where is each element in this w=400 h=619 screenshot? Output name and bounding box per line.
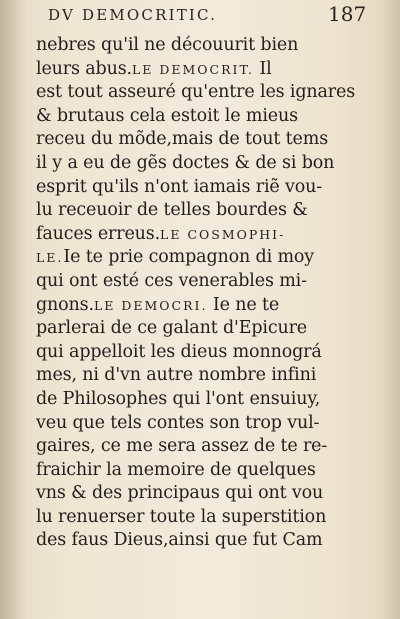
line-text: veu que tels contes son trop vul- — [36, 412, 320, 433]
line-text: leurs abus. — [36, 58, 132, 79]
line-text: lu renuerser toute la superstition — [36, 506, 327, 527]
line-text: Ie te prie compagnon di moy — [63, 247, 315, 268]
line-text: esprit qu'ils n'ont iamais riẽ vou- — [36, 176, 323, 197]
line-text: vns & des principaus qui ont vou — [36, 483, 324, 504]
line-text: il y a eu de gẽs doctes & de si bon — [36, 152, 335, 173]
line-text: lu receuoir de telles bourdes & — [36, 200, 308, 221]
page-number: 187 — [328, 2, 367, 26]
text-line — [36, 152, 336, 176]
line-text: fauces erreus. — [36, 223, 161, 244]
text-line — [36, 482, 336, 506]
line-text: parlerai de ce galant d'Epicure — [36, 318, 308, 339]
text-line — [36, 199, 336, 223]
text-line — [36, 34, 336, 58]
line-text: qui appelloit les dieus monnográ — [36, 341, 322, 362]
line-text: & brutaus cela estoit le mieus — [36, 105, 298, 126]
text-line — [36, 364, 336, 388]
text-line — [36, 388, 336, 412]
text-line — [36, 223, 336, 247]
line-text: fraichir la memoire de quelques — [36, 459, 316, 480]
line-text: gaires, ce me sera assez de te re- — [36, 436, 328, 457]
line-text: mes, ni d'vn autre nombre infini — [36, 365, 317, 386]
line-text: gnons. — [36, 294, 94, 315]
text-line — [36, 294, 336, 318]
text-line — [36, 506, 336, 530]
speaker-label: LE. — [36, 250, 64, 266]
running-head — [48, 2, 378, 28]
text-line — [36, 246, 336, 270]
text-line — [36, 317, 336, 341]
line-text: est tout asseuré qu'entre les ignares — [36, 82, 356, 103]
text-line — [36, 81, 356, 105]
text-line — [36, 341, 336, 365]
line-text: de Philosophes qui l'ont ensuiuy, — [36, 388, 321, 409]
speaker-label: LE DEMOCRIT. — [131, 61, 254, 77]
text-line — [36, 58, 336, 82]
text-line — [36, 105, 336, 129]
line-text: receu du mõde,mais de tout tems — [36, 129, 329, 150]
page-edge-shadow — [380, 0, 400, 619]
speaker-label: LE DEMOCRI. — [93, 297, 208, 313]
running-head-title: DV DEMOCRITIC. — [48, 6, 218, 24]
line-text: Il — [253, 58, 272, 79]
text-line — [36, 128, 336, 152]
text-block — [36, 34, 356, 553]
text-line — [36, 412, 336, 436]
line-text: Ie ne te — [207, 294, 280, 315]
speaker-label: LE COSMOPHI- — [160, 226, 286, 242]
text-line — [36, 176, 336, 200]
text-line — [36, 459, 336, 483]
text-line — [36, 529, 336, 553]
line-text: des faus Dieus,ainsi que fut Cam — [36, 530, 323, 551]
line-text: nebres qu'il ne découurit bien — [36, 35, 299, 55]
line-text: qui ont esté ces venerables mi- — [36, 270, 307, 291]
text-line — [36, 270, 336, 294]
text-line — [36, 435, 336, 459]
page-gutter-shadow — [0, 0, 26, 619]
